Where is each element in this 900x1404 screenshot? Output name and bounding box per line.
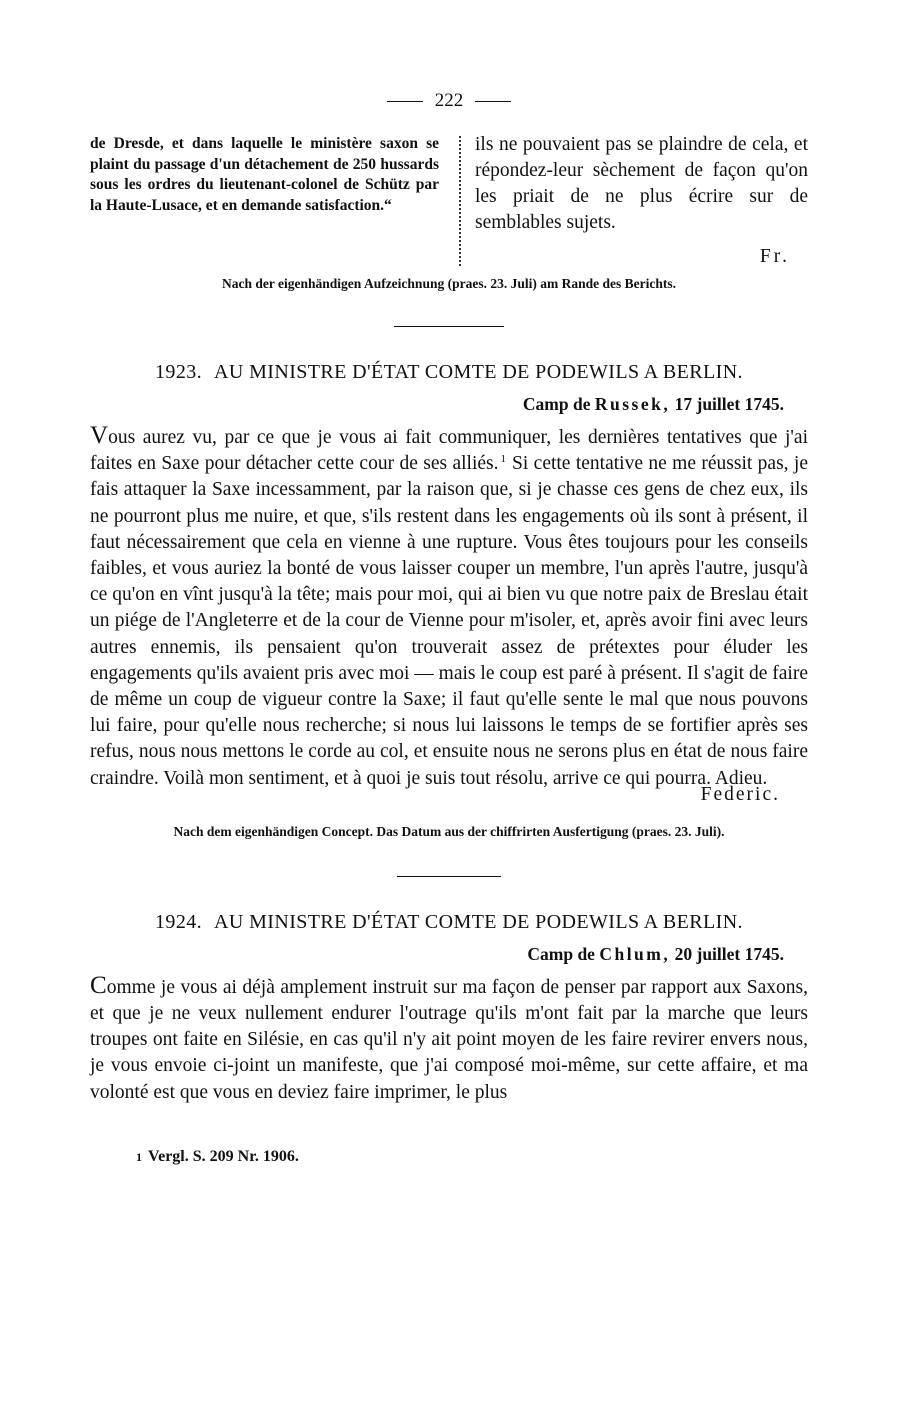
previous-document-continuation	[90, 132, 808, 270]
letter-signoff-1923: Federic.	[700, 783, 780, 805]
dateline-prefix: Camp de	[527, 943, 595, 964]
dateline-1924	[90, 944, 808, 965]
initial-letter: C	[90, 971, 107, 999]
footnote-reference: 1	[500, 452, 507, 465]
dateline-place: Russek,	[594, 394, 671, 414]
header-dash-right	[475, 101, 511, 102]
document-number: 1923.	[155, 361, 203, 383]
source-note-prev: Nach der eigenhändigen Aufzeichnung (praes. 23. Juli) am Rande des Berichts.	[222, 276, 676, 291]
dateline-prefix: Camp de	[522, 394, 591, 414]
section-separator	[397, 876, 501, 877]
document-title: AU MINISTRE D'ÉTAT COMTE DE PODEWILS A BERLIN.	[214, 361, 743, 383]
document-number: 1924.	[155, 910, 203, 933]
page-header	[90, 86, 808, 116]
dateline-place: Chlum,	[599, 943, 671, 964]
header-dash-left	[387, 101, 423, 102]
section-separator	[394, 326, 504, 327]
marginal-signoff: Fr.	[759, 246, 790, 267]
marginal-report-excerpt: de Dresde, et dans laquelle le ministère saxon se plaint du passage d'un détachement de 250 hussards sous les ordres du lieutenant-colonel de Schütz par la Haute-Lusace, et en demande satisfaction.“	[90, 135, 439, 214]
dateline-date: 17 juillet 1745.	[674, 394, 784, 414]
letter-body-1923	[90, 423, 808, 792]
column-divider	[459, 136, 461, 266]
footnote	[90, 1148, 808, 1166]
letter-text-part-2: Si cette tentative ne me réussit pas, je fais attaquer la Saxe incessamment, par la raison que, si je chasse ces gens de chez eux, ils ne pourront plus me nuire, et que, s'ils restent dans les engagements où ils sont à présent, il faut nécessairement que cela en vienne à une rupture. Vous êtes toujours pour les conseils faibles, et vous auriez la bonté de vous laisser couper un membre, l'un après l'autre, jusqu'à ce qu'on en vînt jusqu'à la tête; mais pour moi, qui ai bien vu que notre paix de Breslau était un piége de l'Angleterre et de la cour de Vienne pour m'isoler, et, après avoir fini avec leurs autres ennemis, ils pensaient qu'on trouverait assez de prétextes pour éluder les engagements qu'ils avaient pris avec moi — mais le coup est paré à présent. Il s'agit de faire de même un coup de vigueur contre la Saxe; il faut qu'elle sente le mal que nous pouvons lui faire, pour qu'elle nous recherche; si nous lui laissons le temps de se fortifier après ses refus, nous nous mettons le corde au col, et ensuite nous ne serons plus en état de nous faire craindre. Voilà mon sentiment, et à quoi je suis tout résolu, arrive ce qui pourra. Adieu.	[90, 453, 809, 789]
page-number: 222	[434, 90, 464, 111]
document-heading-1923	[90, 361, 808, 384]
letter-body-1924	[90, 973, 808, 1106]
letter-text-part-1: ous aurez vu, par ce que je vous ai fait communiquer, les dernières tentatives que j'ai faites en Saxe pour détacher cette cour de ses alliés.	[90, 427, 808, 475]
book-page	[90, 86, 808, 1166]
document-heading-1924	[90, 911, 808, 934]
marginal-response-column	[475, 132, 808, 270]
marginal-response-text: ils ne pouvaient pas se plaindre de cela, et répondez-leur sèchement de façon qu'on les priait de ne plus écrire sur de semblables sujets.	[474, 134, 808, 233]
document-title: AU MINISTRE D'ÉTAT COMTE DE PODEWILS A BERLIN.	[214, 910, 743, 933]
footnote-mark: 1	[136, 1149, 142, 1164]
initial-letter: V	[90, 422, 109, 449]
letter-text: omme je vous ai déjà amplement instruit sur ma façon de penser par rapport aux Saxons, et que je ne veux nullement endurer l'outrage qu'ils m'ont fait par la marche que leurs troupes ont faite en Silésie, en cas qu'il n'y ait point moyen de les faire revirer envers nous, je vous envoie ci-joint un manifeste, que j'ai composé moi-même, sur cette affaire, et ma volonté est que vous en deviez faire imprimer, le plus	[90, 976, 808, 1103]
source-note-1923: Nach dem eigenhändigen Concept. Das Datum aus der chiffrirten Ausfertigung (praes. 23. Juli).	[173, 823, 725, 839]
dateline-date: 20 juillet 1745.	[674, 943, 784, 964]
dateline-1923	[90, 394, 808, 415]
footnote-text: Vergl. S. 209 Nr. 1906.	[148, 1147, 299, 1165]
